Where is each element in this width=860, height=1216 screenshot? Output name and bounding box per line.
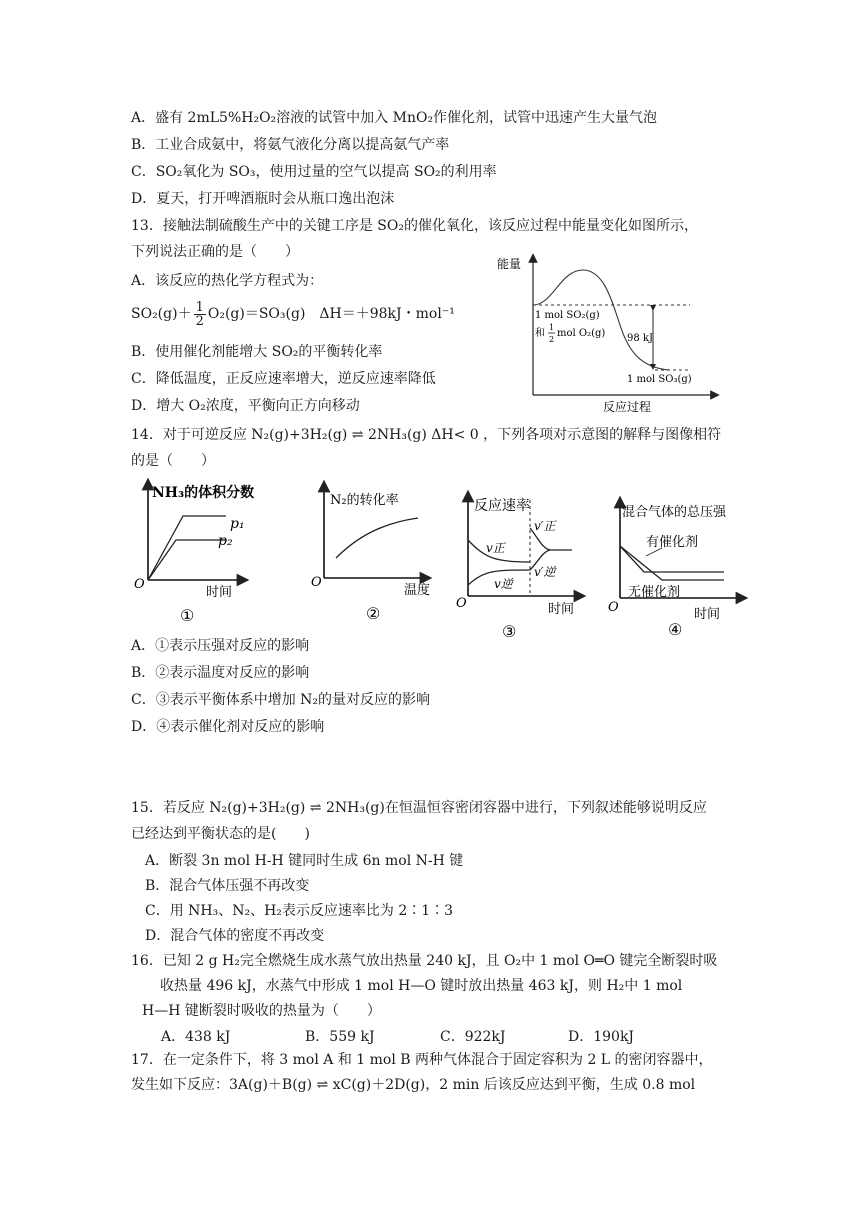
q16-option-b: B．559 kJ — [305, 1029, 375, 1045]
g2-origin: O — [311, 575, 322, 590]
g2-curve — [336, 518, 418, 558]
g1-number: ① — [180, 606, 195, 625]
g1-ylabel: NH₃的体积分数 — [152, 485, 255, 501]
q15-option-b: B．混合气体压强不再改变 — [145, 878, 310, 894]
q14-option-c: C．③表示平衡体系中增加 N₂的量对反应的影响 — [131, 692, 431, 708]
q13-x-label: 反应过程 — [603, 400, 652, 414]
q12-option-c: C．SO₂氧化为 SO₃，使用过量的空气以提高 SO₂的利用率 — [131, 164, 497, 180]
q13-eq-left: SO₂(g)＋ — [131, 306, 192, 322]
q13-frac-den: 2 — [195, 313, 204, 329]
q14-graph-3 — [450, 490, 590, 650]
q13-option-a: A．该反应的热化学方程式为： — [131, 273, 324, 289]
q13-reactant-label-2-prefix: 和 — [535, 328, 545, 339]
q13-eq-fraction — [194, 301, 206, 328]
g4-number: ④ — [668, 620, 683, 639]
q14-graph-1 — [128, 478, 288, 628]
q13-product-label: 1 mol SO₃(g) — [627, 374, 692, 385]
q16-stem-line2: 收热量 496 kJ，水蒸气中形成 1 mol H—O 键时放出热量 463 kJ，则 H₂中 1 mol — [160, 978, 683, 994]
g3-vfwd-label: v正 — [486, 541, 505, 555]
q13-reactant-frac-num: 1 — [549, 323, 555, 332]
g2-ylabel: N₂的转化率 — [330, 493, 399, 508]
g4-origin: O — [608, 600, 619, 615]
q15-stem-line1: 15．若反应 N₂(g)+3H₂(g) ⇌ 2NH₃(g)在恒温恒容密闭容器中进行，下列叙述能够说明反应 — [131, 800, 707, 816]
q13-option-d: D．增大 O₂浓度，平衡向正方向移动 — [131, 398, 360, 414]
q16-stem-line1: 16．已知 2 g H₂完全燃烧生成水蒸气放出热量 240 kJ，且 O₂中 1 mol O═O 键完全断裂时吸 — [131, 953, 718, 969]
g1-curve-p2 — [148, 540, 226, 580]
q14-option-d: D．④表示催化剂对反应的影响 — [131, 719, 325, 735]
g4-no-cat-label: 无催化剂 — [628, 585, 681, 600]
g4-with-cat-label: 有催化剂 — [646, 535, 699, 550]
q15-option-a: A．断裂 3n mol H-H 键同时生成 6n mol N-H 键 — [145, 853, 464, 869]
q12-option-b: B．工业合成氨中，将氨气液化分离以提高氨气产率 — [131, 137, 450, 153]
g3-vrev-label: v逆 — [494, 577, 513, 591]
g1-curve-p1 — [148, 516, 226, 580]
q15-option-d: D．混合气体的密度不再改变 — [145, 928, 325, 944]
g2-xlabel: 温度 — [404, 583, 431, 598]
q12-option-a: A．盛有 2mL5%H₂O₂溶液的试管中加入 MnO₂作催化剂，试管中迅速产生大量气泡 — [131, 110, 658, 126]
q13-stem-line1: 13．接触法制硫酸生产中的关键工序是 SO₂的催化氧化，该反应过程中能量变化如图所示， — [131, 218, 698, 234]
g3-xlabel: 时间 — [548, 602, 575, 617]
q13-option-b: B．使用催化剂能增大 SO₂的平衡转化率 — [131, 344, 383, 360]
q14-graph-2 — [308, 478, 438, 628]
q14-option-a: A．①表示压强对反应的影响 — [131, 638, 310, 654]
q16-option-a: A．438 kJ — [161, 1029, 231, 1045]
g1-origin: O — [134, 577, 145, 592]
q13-reactant-frac-den: 2 — [549, 335, 555, 344]
g3-origin: O — [456, 596, 467, 611]
g1-p2-label: p₂ — [218, 533, 233, 549]
g4-ylabel: 混合气体的总压强 — [622, 505, 727, 520]
q13-y-label: 能量 — [497, 257, 522, 271]
g3-vfwd2-label: v′正 — [534, 519, 556, 533]
q14-option-b: B．②表示温度对反应的影响 — [131, 665, 310, 681]
g3-number: ③ — [502, 622, 517, 641]
q15-stem-line2: 已经达到平衡状态的是( ) — [131, 826, 310, 842]
q13-option-c: C．降低温度，正反应速率增大，逆反应速率降低 — [131, 371, 436, 387]
q13-eq-right: O₂(g)＝SO₃(g) ΔH＝＋98kJ・mol⁻¹ — [207, 306, 455, 322]
q13-frac-num: 1 — [195, 299, 204, 315]
q13-equation — [131, 300, 455, 328]
g3-vrev2-label: v′逆 — [534, 565, 556, 579]
q16-option-c: C．922kJ — [440, 1029, 506, 1045]
q17-stem-line1: 17．在一定条件下，将 3 mol A 和 1 mol B 两种气体混合于固定容积为 2 L 的密闭容器中， — [131, 1052, 713, 1068]
q17-stem-line2: 发生如下反应：3A(g)＋B(g) ⇌ xC(g)＋2D(g)，2 min 后该反应达到平衡，生成 0.8 mol — [131, 1077, 696, 1093]
q14-stem-line2: 的是（ ） — [131, 453, 215, 469]
g2-number: ② — [366, 604, 381, 623]
q16-option-d: D．190kJ — [568, 1029, 635, 1045]
g4-xlabel: 时间 — [694, 607, 721, 622]
g1-p1-label: p₁ — [230, 516, 245, 532]
q14-stem-line1: 14．对于可逆反应 N₂(g)+3H₂(g) ⇌ 2NH₃(g) ΔH< 0 ，下列各项对示意图的解释与图像相符 — [131, 427, 722, 443]
g1-xlabel: 时间 — [206, 585, 233, 600]
q12-option-d: D．夏天，打开啤酒瓶时会从瓶口逸出泡沫 — [131, 191, 395, 207]
q13-reactant-label-2-suffix: mol O₂(g) — [557, 328, 606, 339]
q16-stem-line3: H—H 键断裂时吸收的热量为（ ） — [142, 1003, 381, 1019]
q13-energy-diagram — [495, 250, 725, 416]
q13-reactant-label-1: 1 mol SO₂(g) — [535, 310, 600, 321]
g3-ylabel: 反应速率 — [474, 498, 530, 514]
q13-delta-label: 98 kJ — [627, 333, 653, 344]
q15-option-c: C．用 NH₃、N₂、H₂表示反应速率比为 2∶1∶3 — [145, 903, 454, 919]
q13-stem-line2: 下列说法正确的是（ ） — [131, 244, 299, 260]
q14-graph-4 — [606, 496, 756, 646]
